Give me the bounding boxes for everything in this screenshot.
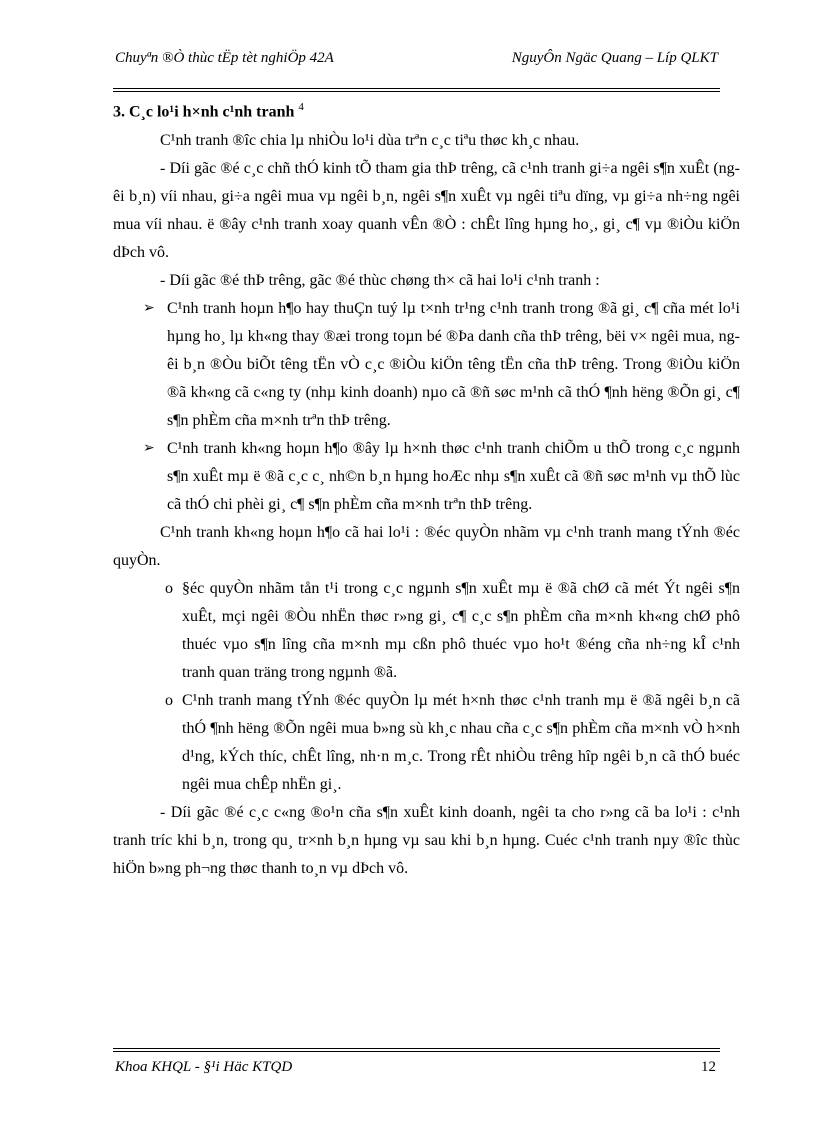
paragraph: - Díi gãc ®é c¸c chñ thÓ kinh tÕ tham gia thÞ trêng, cã c¹nh tranh gi÷a ngêi s¶n xuÊt (ngêi b¸n) víi nhau, gi÷a ngêi mua vµ ngêi b¸n, ngêi s¶n xuÊt vµ ngêi tiªu dïng, vµ gi÷a nh÷ng ngêi mua víi nhau. ë ®ây c¹nh tranh xoay quanh vÊn ®Ò : chÊt lîng hµng ho¸, gi¸ c¶ vµ ®iÒu kiÖn dÞch vô. bbox=[113, 160, 740, 262]
circle-bullet-icon: o bbox=[165, 580, 173, 598]
header-document-title: Chuyªn ®Ò thùc tËp tèt nghiÖp 42A bbox=[115, 50, 334, 66]
footnote-marker: 4 bbox=[298, 101, 304, 113]
footer-institution: Khoa KHQL - §¹i Häc KTQD bbox=[115, 1059, 293, 1075]
footer-divider bbox=[113, 1048, 720, 1049]
document-body bbox=[113, 93, 740, 883]
sub-list-item-text: C¹nh tranh mang tÝnh ®éc quyÒn lµ mét h×nh thøc c¹nh tranh mµ ë ®ã ngêi b¸n cã thÓ ¶nh hëng ®Õn ngêi mua b»ng sù kh¸c nhau cña c¸c s¶n phÈm cña m×nh vÒ h×nh d¹ng, kÝch thíc, chÊt lîng, nh·n m¸c. Trong rÊt nhiÒu trêng hîp ngêi b¸n cã thÓ buéc ngêi mua chÊp nhËn gi¸. bbox=[182, 692, 740, 794]
list-item bbox=[113, 295, 740, 435]
page-number: 12 bbox=[701, 1059, 716, 1075]
paragraph: C¹nh tranh ®îc chia lµ nhiÒu lo¹i dùa trªn c¸c tiªu thøc kh¸c nhau. bbox=[160, 132, 580, 150]
arrow-bullet-icon: ➢ bbox=[143, 301, 155, 317]
list-item-text: C¹nh tranh kh«ng hoµn h¶o ®ây lµ h×nh thøc c¹nh tranh chiÕm u thÕ trong c¸c ngµnh s¶n xuÊt mµ ë ®ã c¸c c¸ nh©n b¸n hµng hoÆc nhµ s¶n xuÊt cã ®ñ søc m¹nh vµ thÕ lùc cã thÓ chi phèi gi¸ c¶ s¶n phÈm cña m×nh trªn thÞ trêng. bbox=[167, 440, 740, 514]
sub-list-item bbox=[113, 687, 740, 799]
section-heading bbox=[113, 93, 740, 126]
footer-divider-secondary bbox=[113, 1051, 720, 1052]
header-divider bbox=[113, 88, 720, 89]
circle-bullet-icon: o bbox=[165, 692, 173, 710]
list-item bbox=[113, 435, 740, 519]
arrow-bullet-icon: ➢ bbox=[143, 441, 155, 457]
paragraph: - Díi gãc ®é c¸c c«ng ®o¹n cña s¶n xuÊt kinh doanh, ngêi ta cho r»ng cã ba lo¹i : c¹nh tranh tríc khi b¸n, trong qu¸ tr×nh b¸n hµng vµ sau khi b¸n hµng. Cuéc c¹nh tranh nµy ®îc thùc hiÖn b»ng ph¬ng thøc thanh to¸n vµ dÞch vô. bbox=[113, 804, 740, 878]
paragraph: - Díi gãc ®é thÞ trêng, gãc ®é thùc chøng th× cã hai lo¹i c¹nh tranh : bbox=[160, 272, 600, 290]
page-header bbox=[115, 50, 720, 84]
sub-list-item-text: §éc quyÒn nhãm tån t¹i trong c¸c ngµnh s¶n xuÊt mµ ë ®ã chØ cã mét Ýt ngêi s¶n xuÊt, mçi ngêi ®Òu nhËn thøc r»ng gi¸ c¶ c¸c s¶n phÈm cña m×nh kh«ng chØ phô thuéc vµo s¶n lîng cña m×nh mµ cßn phô thuéc vµo ho¹t ®éng cña nh÷ng kÎ c¹nh tranh quan träng trong ngµnh ®ã. bbox=[182, 580, 740, 682]
section-title: 3. C¸c lo¹i h×nh c¹nh tranh bbox=[113, 103, 295, 121]
list-item-text: C¹nh tranh hoµn h¶o hay thuÇn tuý lµ t×nh tr¹ng c¹nh tranh trong ®ã gi¸ c¶ cña mét lo¹i hµng ho¸ lµ kh«ng thay ®æi trong toµn bé ®Þa danh cña thÞ trêng, bëi v× ngêi mua, ngêi b¸n ®Òu biÕt têng tËn vÒ c¸c ®iÒu kiÖn têng tËn cña thÞ trêng. Trong ®iÒu kiÖn ®ã kh«ng cã c«ng ty (nhµ kinh doanh) nµo cã ®ñ søc m¹nh cã thÓ ¶nh hëng ®Õn gi¸ c¶ s¶n phÈm cña m×nh trªn thÞ trêng. bbox=[167, 300, 740, 430]
header-author: NguyÔn Ngäc Quang – Líp QLKT bbox=[511, 50, 718, 66]
paragraph: C¹nh tranh kh«ng hoµn h¶o cã hai lo¹i : ®éc quyÒn nhãm vµ c¹nh tranh mang tÝnh ®éc quyÒn. bbox=[113, 524, 740, 570]
header-divider-secondary bbox=[113, 91, 720, 92]
sub-list-item bbox=[113, 575, 740, 687]
